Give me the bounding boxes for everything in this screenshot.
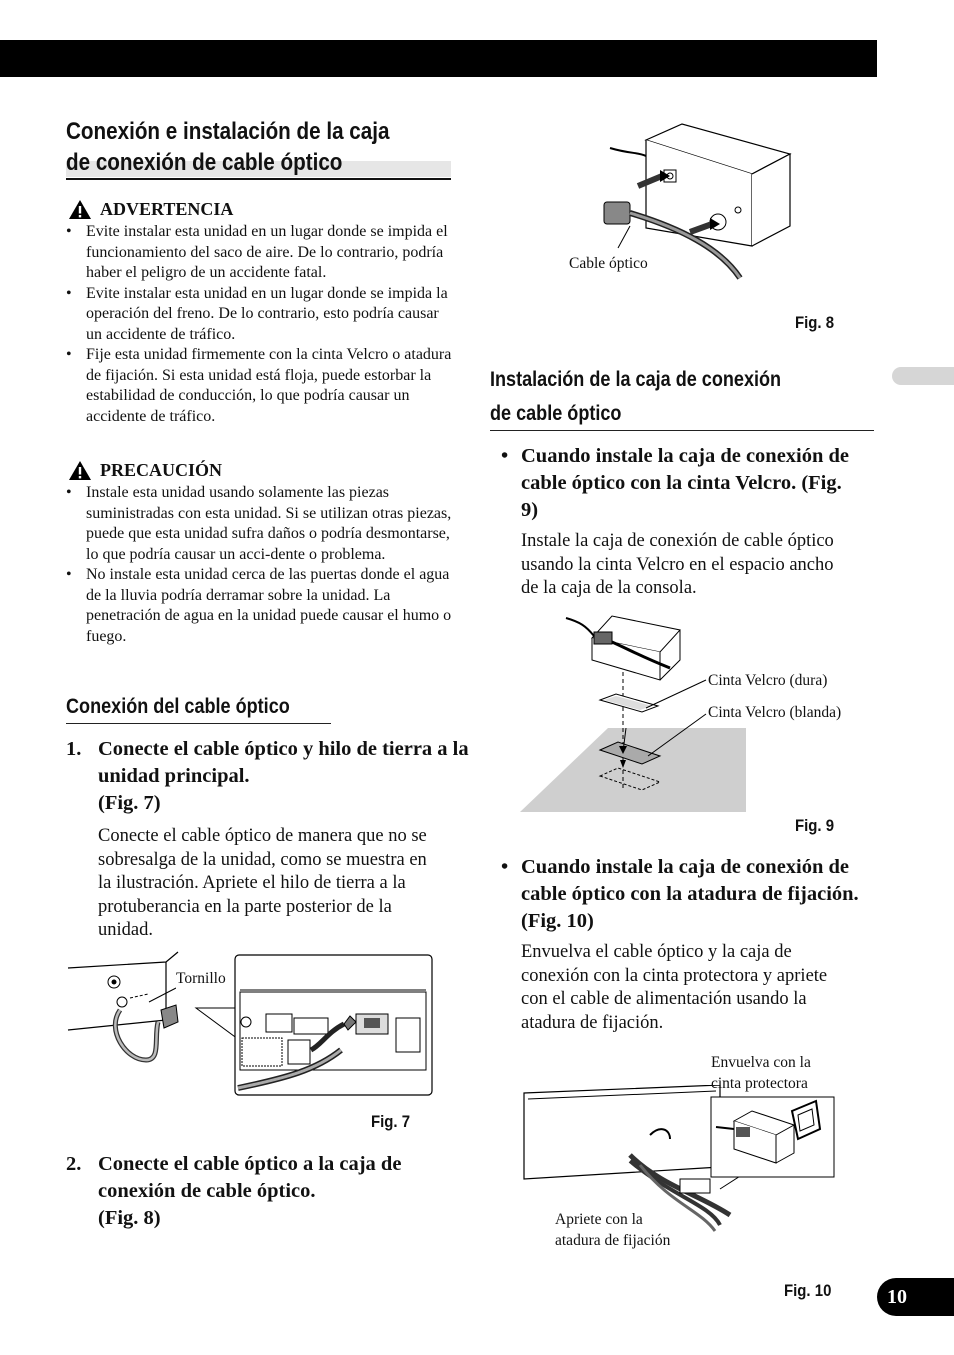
page-number: 10 bbox=[877, 1278, 954, 1316]
bullet-velcro-text: Instale la caja de conexión de cable óptico usando la cinta Velcro en el espacio ancho de la caja de la consola. bbox=[521, 531, 834, 598]
fig10-label: Fig. 10 bbox=[784, 1281, 832, 1300]
fig8-callout-cable: Cable óptico bbox=[569, 255, 648, 272]
title-rule bbox=[66, 178, 451, 180]
step-2-title: Conecte el cable óptico a la caja de conexión de cable óptico. bbox=[98, 1153, 402, 1202]
warning-heading bbox=[68, 199, 233, 220]
section-title-install: Instalación de la caja de conexión de cable óptico bbox=[490, 368, 782, 425]
bullet-tie: • Cuando instale la caja de conexión de cable óptico con la atadura de fijación. (Fig. 10) bbox=[501, 854, 861, 935]
bullet-velcro-title: Cuando instale la caja de conexión de cable óptico con la cinta Velcro. (Fig. 9) bbox=[521, 445, 850, 521]
caution-label: PRECAUCIÓN bbox=[100, 460, 223, 480]
bullet-velcro: • Cuando instale la caja de conexión de cable óptico con la cinta Velcro. (Fig. 9) bbox=[501, 443, 861, 524]
caution-heading bbox=[68, 460, 222, 481]
page-title: Conexión e instalación de la caja de conexión de cable óptico bbox=[66, 118, 390, 176]
list-item: • No instale esta unidad cerca de las puertas donde el agua de la lluvia podría derramar sobre la unidad. La penetración de agua en la unidad puede causar el humo o fuego. bbox=[66, 565, 452, 647]
step-1-figref: (Fig. 7) bbox=[98, 792, 161, 814]
step-1: 1. Conecte el cable óptico y hilo de tierra a la unidad principal. (Fig. 7) bbox=[66, 736, 478, 817]
step-2-figref: (Fig. 8) bbox=[98, 1207, 161, 1229]
section-title-cable: Conexión del cable óptico bbox=[66, 695, 290, 718]
section-rule-right bbox=[490, 430, 874, 431]
fig8-label: Fig. 8 bbox=[795, 313, 835, 332]
caution-icon bbox=[68, 460, 92, 481]
header-bar bbox=[0, 40, 877, 77]
list-item: • Instale esta unidad usando solamente las piezas suministradas con esta unidad. Si se utilizan otras piezas, puede que esta unidad sufra daños o podría desmontarse, lo que podría causar un acci-dente o problema. bbox=[66, 483, 452, 565]
step-2: 2. Conecte el cable óptico a la caja de conexión de cable óptico. (Fig. 8) bbox=[66, 1151, 478, 1232]
fig7-label: Fig. 7 bbox=[371, 1112, 411, 1131]
warning-icon bbox=[68, 199, 92, 220]
list-item: • Evite instalar esta unidad en un lugar donde se impida la operación del freno. De lo contrario, esto podría causar un accidente de tráfico. bbox=[66, 284, 452, 346]
warning-label: ADVERTENCIA bbox=[100, 199, 234, 219]
list-item: • Fije esta unidad firmemente con la cinta Velcro o atadura de fijación. Si esta unidad está floja, puede estorbar la estabilidad de conducción, lo que podría causar un accidente de tráfico. bbox=[66, 345, 452, 427]
list-item: • Evite instalar esta unidad en un lugar donde se impida el funcionamiento del saco de aire. De lo contrario, podría haber el peligro de un accidente fatal. bbox=[66, 222, 452, 284]
fig10-callout-tie: Apriete con la atadura de fijación bbox=[555, 1211, 671, 1249]
fig9-label: Fig. 9 bbox=[795, 816, 835, 835]
fig7-illustration bbox=[66, 950, 436, 1100]
fig7-callout-screw: Tornillo bbox=[176, 970, 226, 987]
fig9-callout-hard: Cinta Velcro (dura) bbox=[708, 672, 828, 689]
step-1-text: Conecte el cable óptico de manera que no se sobresalga de la unidad, como se muestra en la ilustración. Apriete el hilo de tierra a la protuberancia en la parte posterior de la unidad. bbox=[98, 826, 427, 940]
caution-list bbox=[66, 483, 452, 647]
warning-list bbox=[66, 222, 452, 427]
fig10-callout-wrap: Envuelva con la cinta protectora bbox=[711, 1054, 811, 1092]
section-tab bbox=[892, 367, 954, 385]
bullet-tie-text: Envuelva el cable óptico y la caja de conexión con la cinta protectora y apriete con el cable de alimentación usando la atadura de fijación. bbox=[521, 942, 828, 1033]
step-1-title: Conecte el cable óptico y hilo de tierra a la unidad principal. bbox=[98, 738, 469, 787]
fig9-callout-soft: Cinta Velcro (blanda) bbox=[708, 704, 842, 721]
bullet-tie-title: Cuando instale la caja de conexión de cable óptico con la atadura de fijación. (Fig. 10) bbox=[521, 856, 859, 932]
section-rule bbox=[66, 723, 331, 724]
